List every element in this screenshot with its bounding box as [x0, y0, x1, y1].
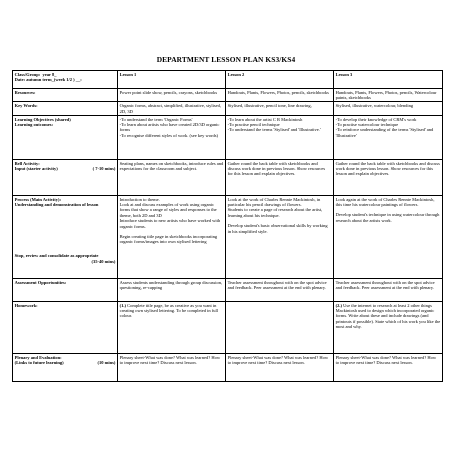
process-label-understanding: Understanding and demonstration of lesson — [14, 202, 99, 208]
keywords-label: Key Words: — [13, 102, 118, 115]
process-text: Develop student's basic observational skills by working in his simplified style. — [227, 223, 329, 234]
objective-item: -To recognise different styles of work. (see key words) — [119, 132, 219, 138]
objective-item: -To understand the terms 'Stylised' and 'Illustrative.' — [227, 127, 321, 133]
objective-item: -To practise pencil technique — [227, 122, 280, 128]
table-row-header — [13, 71, 443, 89]
table-row-bell — [13, 159, 443, 195]
plenary-label-main: Plenary and Evaluation: — [14, 354, 62, 360]
resources-lesson3: Handouts, Plants, Flowers, Photos, pencils, Watercolour paints, sketchbooks — [334, 89, 443, 102]
bell-lesson2: Gather round the back table with sketchbooks and discuss work done in previous lesson. Show resources for this lesson and explain objectives. — [226, 159, 334, 195]
homework-number: (2.) — [335, 302, 342, 308]
assessment-lesson1: Assess students understanding through group discussion, questioning, re-capping — [118, 278, 226, 301]
header-cell-class — [13, 71, 118, 89]
header-cell-lesson1: Lesson 1 — [118, 71, 226, 89]
objective-item: -To reinforce understanding of the terms 'Stylised' and 'Illustrative' — [335, 127, 435, 138]
keywords-lesson1: Organic forms, abstract, simplified, illustrative, stylised, 2D, 3D — [118, 102, 226, 115]
table-row-keywords — [13, 102, 443, 115]
bell-label — [13, 159, 118, 195]
objectives-label-shared: Learning Objectives (shared) — [14, 116, 71, 122]
process-text: Look at the work of Charles Rennie Mackintosh, in particular his pencil drawings of flowers. — [227, 196, 322, 208]
process-text: Develop student's technique in using watercolour through research about the artists work. — [335, 212, 441, 223]
plenary-label — [13, 353, 118, 381]
assessment-lesson3: Teacher assessment throughout with on the spot advice and feedback. Peer assessment at the end with plenary. — [334, 278, 443, 301]
bell-time: ( 7-10 mins) — [92, 166, 116, 172]
plenary-lesson1: Plenary sheet-What was done? What was learned? How to improve next time? Discuss next lesson. — [118, 353, 226, 381]
homework-lesson2 — [226, 301, 334, 353]
process-text: Look at and discuss examples of work using organic forms that show a range of styles and responses to the theme, both 2D and 3D — [119, 202, 218, 218]
plenary-label-links — [15, 360, 116, 365]
process-text: Begin creating title page in sketchbooks incorporating organic forms/images into own stylised lettering — [119, 234, 219, 245]
assessment-label: Assessment Opportunities: — [13, 278, 118, 301]
resources-lesson2: Handouts, Plants, Flowers, Photos, pencils, sketchbooks — [226, 89, 334, 102]
objective-item: -To learn about artists who have created 2D/3D organic forms — [119, 122, 221, 133]
process-text: Students to create a page of research about the artist, learning about his technique. — [227, 207, 324, 218]
class-group-label: Class/Group: year 8_ — [14, 71, 57, 77]
table-row-objectives — [13, 115, 443, 159]
date-label: Date: autumn term_(week 1/2 ) __: — [14, 77, 82, 83]
assessment-lesson2: Teacher assessment throughout with on the spot advice and feedback. Peer assessment at the end with plenary. — [226, 278, 334, 301]
keywords-lesson2: Stylised, illustrative, pencil tone, line drawing, — [226, 102, 334, 115]
process-lesson1 — [118, 195, 226, 278]
plenary-time: (10 mins) — [97, 360, 116, 366]
homework-number: (1.) — [119, 302, 126, 308]
homework-text: Use the internet to research at least 2 other things Mackintosh used to design which incorporated organic forms. Write about these and include drawings (and printouts if possible). State which of his work you like the most and why. — [335, 302, 441, 330]
bell-lesson1: Seating plans, names on sketchbooks, introduce rules and expectations for the classroom and subject. — [118, 159, 226, 195]
resources-label: Resources: — [13, 89, 118, 102]
table-row-resources — [13, 89, 443, 102]
plenary-links-text: (Links to future learning) — [14, 360, 64, 366]
document-title: DEPARTMENT LESSON PLAN KS3/KS4 — [156, 55, 296, 64]
table-row-plenary — [13, 353, 443, 381]
process-text: Introduction to theme. — [119, 196, 160, 202]
objectives-lesson2 — [226, 115, 334, 159]
table-row-homework — [13, 301, 443, 353]
process-time: (35-40 mins) — [91, 258, 116, 264]
objectives-lesson3 — [334, 115, 443, 159]
process-text: Introduce students to new artists who have worked with organic forms. — [119, 218, 222, 229]
homework-lesson3 — [334, 301, 443, 353]
homework-label: Homework: — [13, 301, 118, 353]
homework-lesson1 — [118, 301, 226, 353]
objective-item: -To practise watercolour technique — [335, 122, 399, 128]
keywords-lesson3: Stylised, illustrative, watercolour, blending — [334, 102, 443, 115]
header-cell-lesson3: Lesson 3 — [334, 71, 443, 89]
process-lesson2 — [226, 195, 334, 278]
header-cell-lesson2: Lesson 2 — [226, 71, 334, 89]
objectives-lesson1 — [118, 115, 226, 159]
plenary-lesson2: Plenary sheet-What was done? What was learned? How to improve next time? Discuss next lesson. — [226, 353, 334, 381]
process-label-review: Stop, review and consolidate as appropriate — [14, 253, 99, 259]
objectives-label — [13, 115, 118, 159]
process-label — [13, 195, 118, 278]
lesson-plan-table — [12, 70, 443, 382]
process-lesson3 — [334, 195, 443, 278]
resources-lesson1: Power point slide show, pencils, crayons, sketchbooks — [118, 89, 226, 102]
process-label-main: Process (Main Activity): — [14, 196, 61, 202]
table-row-process — [13, 195, 443, 278]
homework-text: Complete title page, be as creative as you want in creating own stylised lettering. To be completed in full colour. — [119, 302, 219, 319]
plenary-lesson3: Plenary sheet-What was done? What was learned? How to improve next time? Discuss next lesson. — [334, 353, 443, 381]
objective-item: -To understand the term 'Organic Forms' — [119, 116, 193, 122]
table-row-assessment — [13, 278, 443, 301]
bell-label-activity: Bell Activity: — [14, 160, 40, 166]
bell-input-text: Input (starter activity) — [14, 166, 58, 172]
objectives-label-outcomes: Learning outcomes: — [14, 122, 53, 128]
bell-label-input — [15, 166, 116, 171]
objective-item: -To learn about the artist C R Mackintosh — [227, 116, 303, 122]
bell-lesson3: Gather round the back table with sketchbooks and discuss work done in previous lesson. Show resources for this lesson and explain objectives. — [334, 159, 443, 195]
objective-item: -To develop their knowledge of CRM's work — [335, 116, 417, 122]
process-text: Look again at the work of Charles Rennie Mackintosh, this time his watercolour paintings of flowers. — [335, 196, 436, 208]
